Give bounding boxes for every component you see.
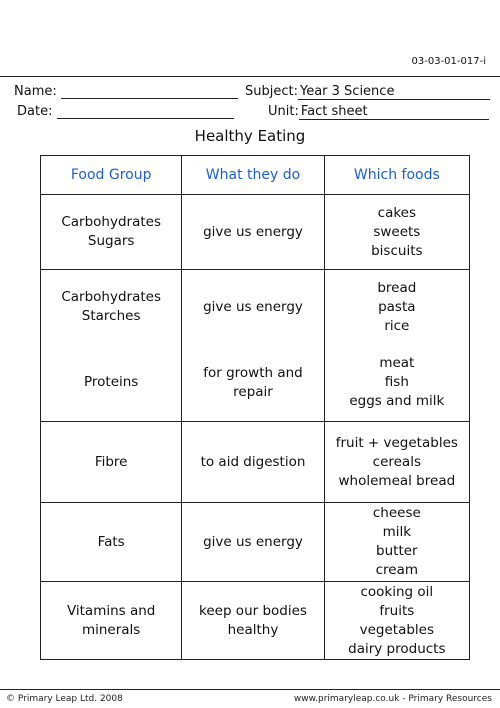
cell-line: cakes <box>377 204 417 221</box>
cell-line: give us energy <box>203 298 303 315</box>
food-groups-table <box>40 155 470 660</box>
subject-value: Year 3 Science <box>298 84 490 100</box>
footer-website-link[interactable]: www.primaryleap.co.uk - Primary Resources <box>293 694 492 704</box>
unit-field <box>268 104 489 120</box>
subject-field <box>245 84 490 100</box>
cell-line: fruit + vegetables <box>335 434 458 451</box>
cell-line: wholemeal bread <box>338 472 456 489</box>
cell-line: repair <box>233 383 273 400</box>
cell-line: pasta <box>378 298 416 315</box>
cell-line: cream <box>375 562 419 578</box>
date-blank-line[interactable] <box>57 104 234 119</box>
table-row <box>41 503 470 582</box>
unit-value: Fact sheet <box>299 104 489 120</box>
food-group-cell <box>41 422 182 503</box>
cell-line: cooking oil <box>360 583 434 600</box>
cell-line: Starches <box>81 308 141 325</box>
what-they-do-cell <box>182 503 324 582</box>
cell-line: Fibre <box>94 453 128 470</box>
which-foods-cell <box>324 422 469 503</box>
cell-line: Carbohydrates <box>61 214 161 230</box>
cell-line: Fats <box>97 533 125 550</box>
name-field <box>14 84 238 99</box>
cell-line: eggs and milk <box>349 393 445 410</box>
what-they-do-cell <box>182 422 324 503</box>
footer-rule <box>0 689 500 690</box>
cell-line: for growth and <box>203 364 303 381</box>
cell-line: minerals <box>81 621 141 638</box>
cell-line: meat <box>379 355 415 372</box>
food-group-cell <box>41 195 182 270</box>
cell-line: fish <box>384 374 409 391</box>
header-food-group: Food Group <box>41 156 182 195</box>
header-what-they-do: What they do <box>182 156 324 195</box>
cell-line: give us energy <box>203 223 303 240</box>
cell-line: Vitamins and <box>66 602 156 619</box>
document-code: 03-03-01-017-i <box>411 56 486 67</box>
cell-line: rice <box>384 317 410 334</box>
cell-line: healthy <box>227 621 279 638</box>
table-row <box>41 422 470 503</box>
subject-label: Subject: <box>245 84 298 99</box>
table-row <box>41 345 470 422</box>
which-foods-cell <box>324 195 469 270</box>
what-they-do-cell <box>182 270 324 345</box>
cell-line: cheese <box>372 505 421 521</box>
unit-label: Unit: <box>268 104 299 119</box>
cell-line: biscuits <box>371 242 423 259</box>
which-foods-cell <box>324 582 469 660</box>
cell-line: sweets <box>373 223 421 240</box>
date-field <box>17 104 234 119</box>
name-label: Name: <box>14 84 57 99</box>
table-row <box>41 195 470 270</box>
sheet-title: Healthy Eating <box>194 127 306 145</box>
what-they-do-cell <box>182 195 324 270</box>
cell-line: cereals <box>372 453 421 470</box>
cell-line: Proteins <box>83 374 139 391</box>
cell-line: milk <box>382 524 412 540</box>
cell-line: to aid digestion <box>200 453 306 470</box>
food-group-cell <box>41 503 182 582</box>
cell-line: keep our bodies <box>199 602 307 619</box>
which-foods-cell <box>324 503 469 582</box>
cell-line: bread <box>377 279 417 296</box>
footer-copyright: © Primary Leap Ltd. 2008 <box>6 694 123 704</box>
food-group-cell <box>41 582 182 660</box>
cell-line: fruits <box>379 602 415 619</box>
food-group-cell <box>41 345 182 422</box>
name-blank-line[interactable] <box>61 84 238 99</box>
food-group-cell <box>41 270 182 345</box>
date-label: Date: <box>17 104 53 119</box>
which-foods-cell <box>324 270 469 345</box>
what-they-do-cell <box>182 582 324 660</box>
table-row <box>41 582 470 660</box>
cell-line: give us energy <box>203 533 303 550</box>
cell-line: butter <box>376 543 418 559</box>
what-they-do-cell <box>182 345 324 422</box>
cell-line: Carbohydrates <box>61 289 161 306</box>
header-which-foods: Which foods <box>324 156 469 195</box>
cell-line: Sugars <box>87 233 135 249</box>
header-top-rule <box>0 76 500 77</box>
which-foods-cell <box>324 345 469 422</box>
table-header-row <box>41 156 470 195</box>
cell-line: vegetables <box>359 621 435 638</box>
cell-line: dairy products <box>348 640 446 657</box>
table-row <box>41 270 470 345</box>
